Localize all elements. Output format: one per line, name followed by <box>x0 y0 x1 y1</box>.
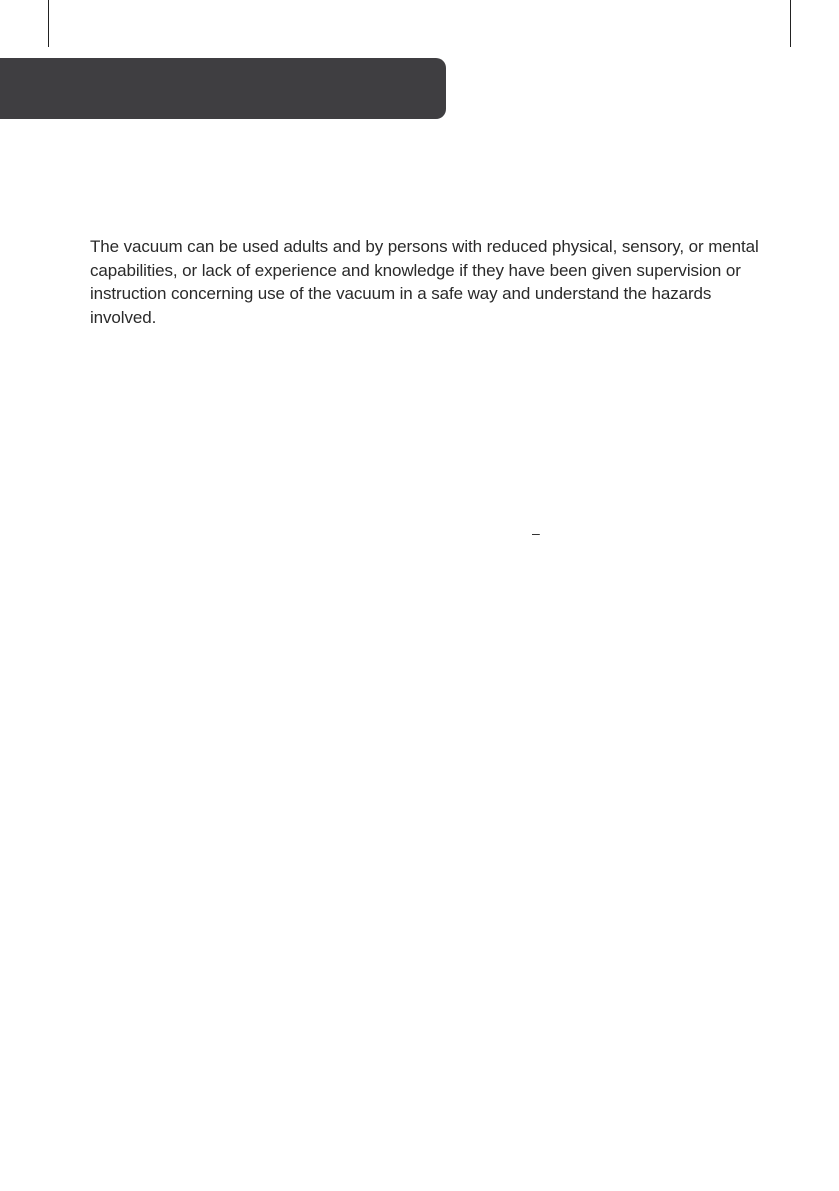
crop-mark-left <box>48 0 49 47</box>
safety-paragraph: The vacuum can be used adults and by persons with reduced physical, sensory, or mental capabilities, or lack of experience and knowledge if they have been given supervision or instruction concerning use of the vacuum in a safe way and understand the hazards involved. <box>90 237 759 327</box>
section-header-bar <box>0 58 446 119</box>
stray-dash: – <box>532 525 540 541</box>
crop-mark-right <box>790 0 791 47</box>
